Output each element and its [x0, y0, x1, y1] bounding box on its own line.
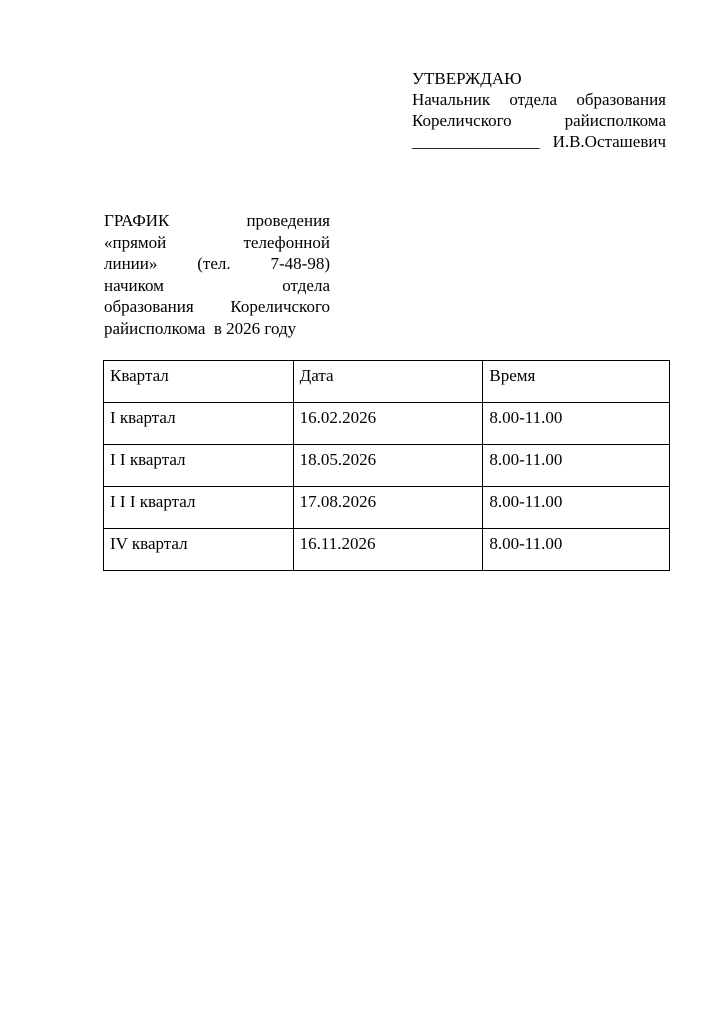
approval-signature-line: _______________ И.В.Осташевич	[412, 132, 666, 151]
title-line: райисполкома в 2026 году	[104, 318, 297, 338]
header-quarter: Квартал	[104, 361, 294, 403]
title-line: начиком отдела	[104, 275, 330, 295]
cell-date: 17.08.2026	[293, 487, 483, 529]
header-time: Время	[483, 361, 670, 403]
cell-quarter: I I квартал	[104, 445, 294, 487]
cell-quarter: I квартал	[104, 403, 294, 445]
cell-time: 8.00-11.00	[483, 487, 670, 529]
header-date: Дата	[293, 361, 483, 403]
table-row	[104, 487, 670, 529]
table-row	[104, 529, 670, 571]
approval-position-line1: Начальник отдела образования	[412, 90, 666, 109]
cell-date: 18.05.2026	[293, 445, 483, 487]
approval-position-line2: Кореличского райисполкома	[412, 111, 666, 130]
approval-block	[412, 68, 666, 152]
title-line: образования Кореличского	[104, 297, 330, 316]
table-row	[104, 403, 670, 445]
cell-time: 8.00-11.00	[483, 529, 670, 571]
title-line: линии» (тел. 7-48-98)	[104, 254, 330, 273]
schedule-table	[103, 360, 670, 571]
cell-quarter: IV квартал	[104, 529, 294, 571]
cell-date: 16.02.2026	[293, 403, 483, 445]
table-header-row	[104, 361, 670, 403]
cell-quarter: I I I квартал	[104, 487, 294, 529]
cell-date: 16.11.2026	[293, 529, 483, 571]
cell-time: 8.00-11.00	[483, 445, 670, 487]
approval-heading: УТВЕРЖДАЮ	[412, 69, 522, 88]
cell-time: 8.00-11.00	[483, 403, 670, 445]
title-line: «прямой телефонной	[104, 232, 330, 252]
title-line: ГРАФИК проведения	[104, 211, 330, 230]
schedule-title	[104, 210, 330, 339]
table-row	[104, 445, 670, 487]
